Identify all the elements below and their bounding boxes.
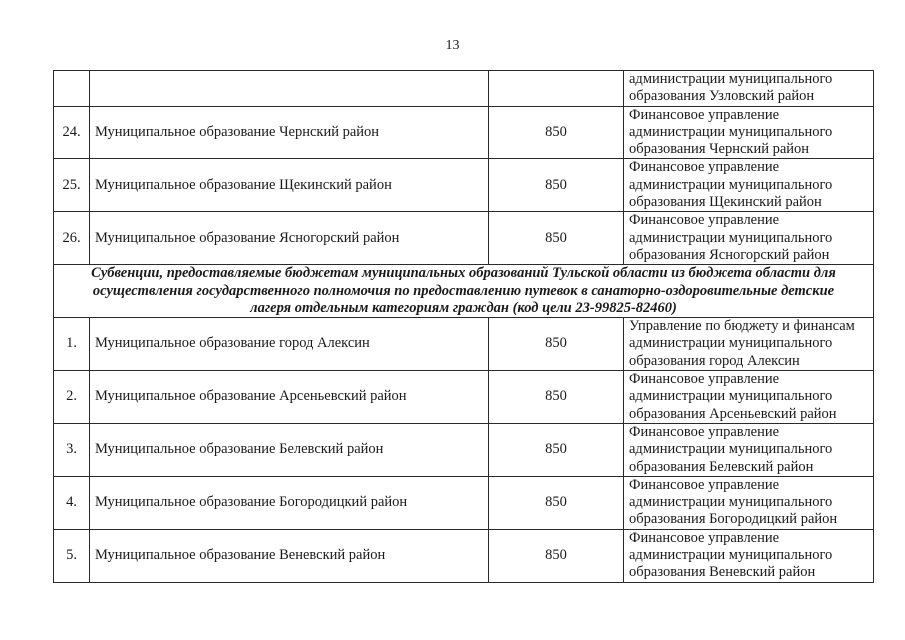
row-number-cell: 24. — [54, 106, 90, 159]
amount-cell — [489, 71, 624, 107]
amount-cell: 850 — [489, 529, 624, 582]
administrator-line: Финансовое управление — [629, 423, 780, 440]
table-body — [54, 71, 874, 583]
administrator-line: Финансовое управление — [629, 159, 780, 176]
administrator-line: администрации муниципального — [629, 123, 833, 140]
municipality-cell: Муниципальное образование Щекинский район — [90, 159, 489, 212]
municipality-cell: Муниципальное образование Веневский район — [90, 529, 489, 582]
administrator-cell — [624, 159, 874, 212]
table-row — [54, 476, 874, 529]
administrator-line: образования Чернский район — [629, 141, 810, 158]
table-row — [54, 106, 874, 159]
municipality-cell: Муниципальное образование Ясногорский район — [90, 212, 489, 265]
administrator-line: администрации муниципального — [629, 229, 833, 246]
municipality-cell: Муниципальное образование Чернский район — [90, 106, 489, 159]
municipality-cell — [90, 71, 489, 107]
table-row — [54, 212, 874, 265]
amount-cell: 850 — [489, 106, 624, 159]
section-heading-line: осуществления государственного полномочия по предоставлению путевок в санаторно-оздоровительные детские — [92, 282, 835, 299]
amount-cell: 850 — [489, 159, 624, 212]
administrator-line: администрации муниципального — [629, 71, 833, 87]
administrator-line: образования Веневский район — [629, 564, 816, 581]
row-number-cell: 1. — [54, 318, 90, 371]
administrator-line: Финансовое управление — [629, 371, 780, 388]
section-heading-line: лагеря отдельным категориям граждан (код цели 23-99825-82460) — [250, 299, 677, 316]
administrator-line: образования Щекинский район — [629, 194, 822, 211]
row-number-cell: 3. — [54, 423, 90, 476]
amount-cell: 850 — [489, 371, 624, 424]
table-row — [54, 423, 874, 476]
amount-cell: 850 — [489, 476, 624, 529]
municipality-cell: Муниципальное образование Богородицкий район — [90, 476, 489, 529]
administrator-line: образования город Алексин — [629, 352, 800, 369]
administrator-cell — [624, 212, 874, 265]
administrator-line: образования Арсеньевский район — [629, 405, 837, 422]
administrator-line: администрации муниципального — [629, 335, 833, 352]
row-number-cell: 26. — [54, 212, 90, 265]
administrator-line: администрации муниципального — [629, 441, 833, 458]
administrator-line: Финансовое управление — [629, 529, 780, 546]
administrator-line: образования Белевский район — [629, 458, 814, 475]
table-row — [54, 529, 874, 582]
section-heading — [54, 265, 874, 318]
municipality-cell: Муниципальное образование Арсеньевский район — [90, 371, 489, 424]
row-number-cell: 2. — [54, 371, 90, 424]
administrator-line: администрации муниципального — [629, 176, 833, 193]
administrator-cell — [624, 71, 874, 107]
administrator-line: Финансовое управление — [629, 476, 780, 493]
municipality-cell: Муниципальное образование город Алексин — [90, 318, 489, 371]
table-row-continuation — [54, 71, 874, 107]
row-number-cell: 5. — [54, 529, 90, 582]
administrator-line: образования Богородицкий район — [629, 511, 838, 528]
amount-cell: 850 — [489, 423, 624, 476]
table-row — [54, 371, 874, 424]
administrator-cell — [624, 423, 874, 476]
administrator-line: Финансовое управление — [629, 212, 780, 229]
page-number: 13 — [445, 38, 460, 53]
administrator-line: администрации муниципального — [629, 547, 833, 564]
administrator-line: образования Ясногорский район — [629, 246, 830, 263]
administrator-line: администрации муниципального — [629, 494, 833, 511]
administrator-line: Управление по бюджету и финансам — [629, 318, 855, 335]
amount-cell: 850 — [489, 212, 624, 265]
table-row — [54, 159, 874, 212]
row-number-cell: 25. — [54, 159, 90, 212]
amount-cell: 850 — [489, 318, 624, 371]
administrator-cell — [624, 318, 874, 371]
administrator-cell — [624, 371, 874, 424]
section-heading-row — [54, 265, 874, 318]
table-row — [54, 318, 874, 371]
municipality-cell: Муниципальное образование Белевский район — [90, 423, 489, 476]
subsidies-table — [53, 70, 874, 583]
administrator-line: образования Узловский район — [629, 88, 815, 105]
administrator-line: администрации муниципального — [629, 388, 833, 405]
section-heading-line: Субвенции, предоставляемые бюджетам муниципальных образований Тульской области из бюджета области для — [91, 265, 836, 282]
administrator-cell — [624, 476, 874, 529]
administrator-line: Финансовое управление — [629, 106, 780, 123]
row-number-cell — [54, 71, 90, 107]
administrator-cell — [624, 529, 874, 582]
row-number-cell: 4. — [54, 476, 90, 529]
administrator-cell — [624, 106, 874, 159]
